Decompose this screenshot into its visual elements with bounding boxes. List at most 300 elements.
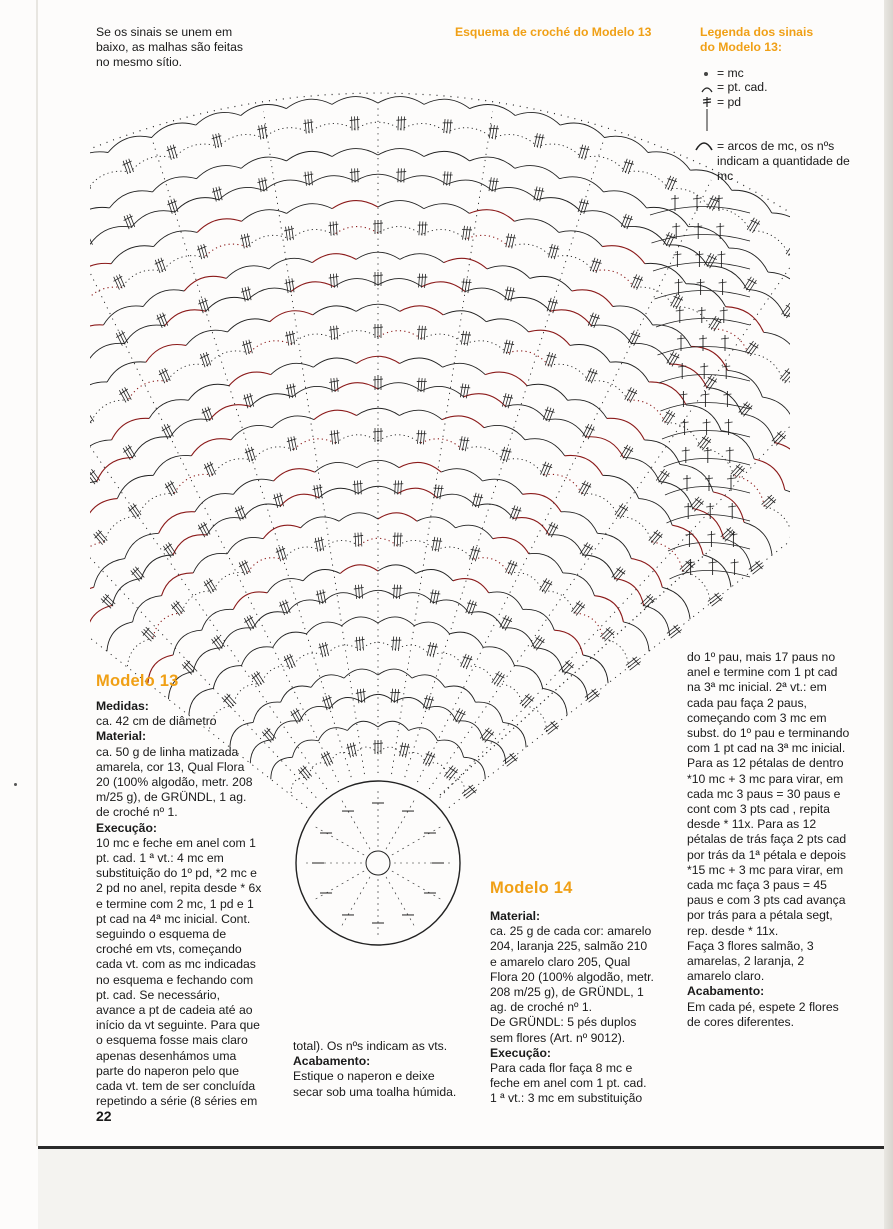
execucao-continued-lines xyxy=(687,650,859,984)
pd-crossbar xyxy=(750,342,759,349)
chain-arc xyxy=(589,381,628,400)
pd-stitch-group xyxy=(707,315,723,332)
pd-stitch xyxy=(764,497,774,506)
pd-stitch xyxy=(259,178,261,192)
chain-arc xyxy=(90,422,91,447)
pd-stitch-group xyxy=(392,532,403,547)
chain-arc xyxy=(204,244,247,257)
pd-stitch xyxy=(651,532,660,543)
pd-stitch xyxy=(653,534,662,545)
pd-stitch xyxy=(400,533,401,547)
pd-stitch-group xyxy=(416,325,427,340)
pd-crossbar xyxy=(715,198,723,199)
chain-arc xyxy=(648,152,690,170)
pd-stitch-group xyxy=(499,446,513,462)
pd-stitch xyxy=(436,591,439,605)
chain-arc xyxy=(465,288,508,300)
pd-stitch xyxy=(116,333,122,346)
outer-edge xyxy=(90,93,790,432)
chain-arc xyxy=(104,516,138,542)
pd-crossbar xyxy=(661,471,670,478)
text-line: ca. 25 g de cada cor: amarelo xyxy=(490,924,652,939)
chain-arc xyxy=(334,227,378,235)
chain-arc xyxy=(301,517,340,528)
pd-crossbar xyxy=(700,366,708,367)
pd-crossbar xyxy=(163,544,172,550)
chain-arc xyxy=(785,490,790,523)
pd-stitch xyxy=(174,603,183,614)
pd-stitch-group xyxy=(140,626,157,643)
pd-stitch-group xyxy=(479,727,496,744)
pd-stitch xyxy=(712,598,723,607)
pd-stitch xyxy=(447,172,448,186)
pd-stitch xyxy=(509,341,512,355)
chain-arc xyxy=(193,553,227,573)
chain-arc xyxy=(515,666,543,689)
chain-arc xyxy=(107,622,133,651)
pd-stitch xyxy=(709,316,716,328)
pd-crossbar xyxy=(94,531,102,538)
pd-crossbar xyxy=(373,223,383,224)
chain-arc xyxy=(247,235,290,246)
chain-arc xyxy=(662,587,690,619)
chain-arc xyxy=(750,231,789,256)
pd-stitch-group xyxy=(780,302,790,319)
chain-arc xyxy=(615,579,644,606)
pd-stitch-group xyxy=(303,171,314,186)
pd-stitch xyxy=(296,708,303,720)
pd-stitch xyxy=(209,578,216,590)
pd-stitch-group xyxy=(581,423,596,440)
chain-arc xyxy=(400,306,443,315)
chain-arc xyxy=(444,258,487,269)
pd-stitch xyxy=(772,431,782,441)
chain-arc xyxy=(523,494,561,512)
text-line: paus e com 3 pts cad avança xyxy=(687,893,846,908)
chain-arc xyxy=(728,370,763,397)
chain-arc xyxy=(445,686,476,702)
stitch-spoke xyxy=(316,871,364,899)
chain-arc xyxy=(90,482,97,509)
pd-crossbar xyxy=(720,310,728,311)
chain-arc xyxy=(469,210,514,222)
pd-stitch xyxy=(331,431,332,445)
text-line: amarelo claro. xyxy=(687,969,765,984)
chain-arc xyxy=(378,565,416,574)
chain-arc xyxy=(175,198,219,212)
chain-arc xyxy=(644,605,670,635)
chain-arc xyxy=(416,570,453,581)
chain-arc xyxy=(560,123,604,137)
chain-arc xyxy=(645,263,686,283)
chain-arc xyxy=(683,571,711,603)
text-line: pt. cad. Se necessário, xyxy=(96,987,220,1002)
pd-stitch xyxy=(128,445,135,457)
pd-crossbar xyxy=(723,394,731,395)
text-line: anel e termine com 1 pt cad xyxy=(687,665,838,680)
pd-stitch xyxy=(286,279,288,293)
chain-arc xyxy=(332,97,378,105)
pd-stitch xyxy=(586,368,592,381)
pd-stitch-group xyxy=(784,241,790,258)
pd-stitch xyxy=(662,410,670,422)
pd-stitch-group xyxy=(417,221,428,236)
chain-arc xyxy=(649,382,686,405)
pd-stitch xyxy=(291,437,294,451)
chain-arc xyxy=(662,430,750,439)
pd-stitch xyxy=(466,790,477,799)
pd-stitch-group xyxy=(90,468,101,485)
chain-arc xyxy=(464,394,506,407)
chain-arc xyxy=(270,311,313,322)
pd-stitch xyxy=(422,222,423,236)
chain-arc xyxy=(487,266,530,279)
pd-stitch xyxy=(508,395,512,408)
legend-title-line: Legenda dos sinais xyxy=(700,25,814,39)
text-line: no esquema e fechando com xyxy=(96,972,254,987)
pd-stitch xyxy=(292,331,294,345)
chain-arc xyxy=(442,416,484,428)
pd-stitch-group xyxy=(350,168,360,182)
pd-stitch xyxy=(511,288,514,302)
pd-stitch xyxy=(421,326,422,340)
chain-arc xyxy=(631,559,662,588)
chain-arc xyxy=(269,258,312,269)
pd-stitch xyxy=(103,596,113,606)
pd-stitch-group xyxy=(278,599,292,616)
chain-arc xyxy=(167,364,207,381)
chain-arc xyxy=(112,418,150,440)
pd-stitch xyxy=(468,227,470,241)
pd-stitch xyxy=(425,274,426,288)
chain-arc xyxy=(184,276,226,291)
chain-arc xyxy=(326,645,361,655)
chain-arc xyxy=(231,425,272,439)
pd-stitch-group xyxy=(166,144,179,160)
pd-stitch xyxy=(246,340,249,354)
chain-arc xyxy=(443,311,486,322)
chain-arc xyxy=(213,572,247,591)
chain-arc xyxy=(90,171,130,189)
chain-arc xyxy=(469,612,503,628)
chain-arc xyxy=(149,400,188,419)
chain-arc xyxy=(421,386,464,396)
text-line: *10 mc + 3 mc para virar, em xyxy=(687,771,844,786)
chain-arc xyxy=(430,653,463,667)
pd-stitch xyxy=(522,696,531,706)
chain-arc xyxy=(378,149,424,157)
chain-arc xyxy=(197,166,242,179)
chain-arc xyxy=(443,363,486,374)
pd-stitch-group xyxy=(328,221,339,236)
pd-stitch xyxy=(444,766,453,777)
pd-stitch xyxy=(424,326,425,340)
text-line: apenas desenhámos uma xyxy=(96,1048,237,1063)
pd-crossbar xyxy=(373,379,383,380)
chain-arc xyxy=(509,244,552,257)
chain-arc xyxy=(538,144,583,158)
pd-stitch xyxy=(397,689,398,703)
pd-stitch-group xyxy=(425,642,438,658)
pd-stitch xyxy=(421,378,422,392)
chain-arc xyxy=(754,459,785,490)
pd-stitch xyxy=(317,591,320,605)
pd-stitch xyxy=(698,435,707,446)
pd-crossbar xyxy=(373,743,383,744)
chain-arc xyxy=(543,688,567,715)
modelo13-column xyxy=(96,699,272,1109)
pd-crossbar xyxy=(706,506,714,507)
chain-arc xyxy=(108,136,152,152)
chain-arc xyxy=(300,706,330,721)
chain-arc xyxy=(762,397,790,426)
chain-arc xyxy=(174,144,219,158)
chain-arc xyxy=(111,246,153,264)
pd-stitch-group xyxy=(373,428,383,442)
chain-arc xyxy=(159,512,195,534)
chain-arc xyxy=(515,166,560,179)
pd-stitch xyxy=(467,332,469,346)
chain-arc xyxy=(90,343,125,364)
pd-stitch xyxy=(500,615,507,627)
chain-arc xyxy=(378,97,424,105)
pd-stitch-group xyxy=(760,494,777,511)
pd-crossbar xyxy=(676,310,684,311)
pd-stitch xyxy=(786,243,790,255)
pd-crossbar xyxy=(725,422,733,423)
pd-stitch xyxy=(612,567,621,578)
pd-stitch xyxy=(774,433,784,443)
pd-stitch xyxy=(667,351,674,363)
chain-arc xyxy=(554,630,583,655)
pd-stitch xyxy=(314,485,316,499)
chain-arc xyxy=(264,128,310,138)
chain-arc xyxy=(523,705,547,731)
chain-arc xyxy=(267,579,303,593)
chain-arc xyxy=(378,331,421,339)
chain-arc xyxy=(529,553,563,573)
pd-crossbar xyxy=(707,534,715,535)
pd-stitch xyxy=(397,585,398,599)
chain-arc xyxy=(726,307,764,333)
pd-stitch xyxy=(334,326,335,340)
chain-arc xyxy=(426,706,456,721)
chain-arc xyxy=(242,647,273,666)
pd-stitch-group xyxy=(588,257,602,274)
pd-crossbar xyxy=(717,254,725,255)
pd-stitch xyxy=(333,222,334,236)
pd-stitch xyxy=(520,694,529,704)
chain-arc xyxy=(610,362,649,382)
pd-stitch-group xyxy=(629,274,644,291)
chain-arc xyxy=(764,506,790,539)
chain-arc xyxy=(447,180,492,191)
pd-stitch xyxy=(133,569,142,580)
pd-stitch-group xyxy=(669,293,684,310)
pd-crossbar xyxy=(682,450,690,451)
chain-arc xyxy=(744,522,772,555)
pd-stitch-group xyxy=(547,243,560,259)
chain-arc xyxy=(504,459,544,475)
pd-stitch xyxy=(243,341,246,355)
pd-stitch xyxy=(311,119,312,133)
pd-stitch xyxy=(665,176,671,189)
chain-arc xyxy=(347,721,378,730)
pd-stitch-group xyxy=(122,213,136,230)
chain-arc xyxy=(691,346,728,370)
chain-arc xyxy=(672,525,703,555)
pd-stitch xyxy=(506,233,509,247)
pd-stitch xyxy=(250,615,257,627)
pd-stitch xyxy=(294,436,297,450)
text-line: desde * 11x. Para as 12 xyxy=(687,817,817,832)
chain-arc xyxy=(603,475,639,498)
pd-stitch-group xyxy=(200,406,214,423)
pd-crossbar xyxy=(592,689,599,697)
pd-stitch xyxy=(131,505,139,517)
text-line: pétalas de trás faça 2 pts cad xyxy=(687,832,847,847)
chain-arc xyxy=(207,518,243,535)
text-line: *15 mc + 3 mc para virar, em xyxy=(687,862,844,877)
text-line: amarela, cor 13, Qual Flora xyxy=(96,759,245,774)
chain-arc xyxy=(399,410,442,419)
pd-crossbar xyxy=(722,366,730,367)
pd-stitch xyxy=(621,445,628,457)
pd-stitch xyxy=(394,532,395,546)
pd-stitch-group xyxy=(421,750,436,767)
chain-arc xyxy=(550,310,591,326)
chain-arc xyxy=(334,279,378,287)
chain-arc xyxy=(397,540,435,550)
medidas-text: ca. 42 cm de diâmetro xyxy=(96,714,217,729)
pd-stitch xyxy=(184,662,194,672)
pd-stitch xyxy=(583,424,589,437)
pd-stitch-group xyxy=(244,446,258,462)
pd-crossbar xyxy=(617,568,625,575)
chain-arc xyxy=(582,156,626,172)
modelo13-title: Modelo 13 xyxy=(96,672,179,690)
pd-stitch-group xyxy=(282,653,297,670)
chain-arc xyxy=(489,592,523,609)
chain-arc xyxy=(628,400,665,422)
pd-crossbar xyxy=(702,436,711,443)
chain-arc xyxy=(340,565,378,574)
chain-arc xyxy=(668,542,750,551)
pd-stitch xyxy=(356,585,357,599)
pd-stitch-group xyxy=(663,175,678,192)
chain-arc xyxy=(152,123,196,137)
pd-stitch xyxy=(96,532,105,543)
chain-arc xyxy=(125,533,159,558)
pd-crossbar xyxy=(373,327,383,328)
stitch-spoke xyxy=(342,877,370,925)
pd-stitch xyxy=(289,331,291,345)
pd-stitch xyxy=(347,744,350,758)
pd-stitch xyxy=(198,525,204,537)
chain-arc xyxy=(128,381,167,400)
pd-stitch xyxy=(308,172,309,186)
chain-arc xyxy=(470,105,516,116)
pd-stitch-group xyxy=(321,694,335,710)
pd-stitch xyxy=(289,226,291,240)
pd-stitch xyxy=(144,629,154,639)
chain-arc xyxy=(625,226,667,245)
pd-stitch xyxy=(397,533,398,547)
pd-stitch xyxy=(680,560,690,570)
chain-arc xyxy=(286,99,332,108)
chain-arc xyxy=(604,191,647,208)
chain-arc xyxy=(447,128,493,138)
pd-stitch xyxy=(287,385,290,399)
legend-title xyxy=(700,25,813,54)
execucao-lines xyxy=(96,836,272,1110)
pd-stitch xyxy=(548,244,552,257)
pd-stitch xyxy=(418,326,419,340)
pd-crossbar xyxy=(709,562,717,563)
pd-stitch-group xyxy=(241,339,254,355)
chain-arc xyxy=(483,740,506,764)
chain-arc xyxy=(312,254,356,263)
pd-stitch xyxy=(362,636,363,650)
chain-arc xyxy=(287,600,323,613)
pd-stitch-group xyxy=(392,584,403,599)
chain-arc xyxy=(125,325,165,343)
text-line: De GRÜNDL: 5 pés duplos xyxy=(490,1015,637,1030)
pd-stitch xyxy=(782,303,790,314)
pd-stitch-group xyxy=(90,175,93,192)
pd-stitch-group xyxy=(114,330,129,347)
chain-arc xyxy=(309,176,355,185)
pd-stitch xyxy=(334,430,335,444)
pd-stitch-group xyxy=(243,614,258,631)
chain-arc xyxy=(112,579,141,606)
chain-arc xyxy=(90,382,107,405)
pd-stitch xyxy=(216,134,219,148)
text-line: 2 pd no anel, repita desde * 6x xyxy=(96,881,262,896)
pd-stitch xyxy=(468,279,470,293)
chain-arc xyxy=(438,740,464,757)
chain-arc xyxy=(508,297,550,311)
pd-stitch xyxy=(393,636,394,650)
chain-arc xyxy=(732,190,772,213)
chain-arc xyxy=(97,458,133,482)
text-line: o esquema fosse mais claro xyxy=(96,1033,248,1048)
chain-arc xyxy=(206,297,248,311)
chain-arc xyxy=(742,414,775,443)
chain-arc xyxy=(401,176,447,185)
pd-crossbar xyxy=(212,637,221,644)
chain-arc xyxy=(90,287,122,307)
chain-arc xyxy=(537,198,581,212)
pd-stitch xyxy=(90,176,91,189)
chain-arc xyxy=(243,504,281,518)
pd-stitch xyxy=(731,464,740,474)
medidas-label: Medidas: xyxy=(96,699,149,713)
chain-arc xyxy=(359,538,397,545)
chain-arc xyxy=(473,558,509,573)
pd-stitch-group xyxy=(541,406,555,423)
chain-arc xyxy=(90,440,112,465)
pd-crossbar xyxy=(731,562,739,563)
pd-crossbar xyxy=(693,198,701,199)
pd-stitch-group xyxy=(464,599,478,616)
pd-stitch xyxy=(350,743,353,757)
pd-stitch xyxy=(540,188,543,202)
text-line: por trás para a pétala segt, xyxy=(687,908,833,923)
pd-stitch xyxy=(435,537,438,551)
text-line: do 1º pau, mais 17 paus no xyxy=(687,650,836,664)
chain-arc xyxy=(378,435,421,443)
